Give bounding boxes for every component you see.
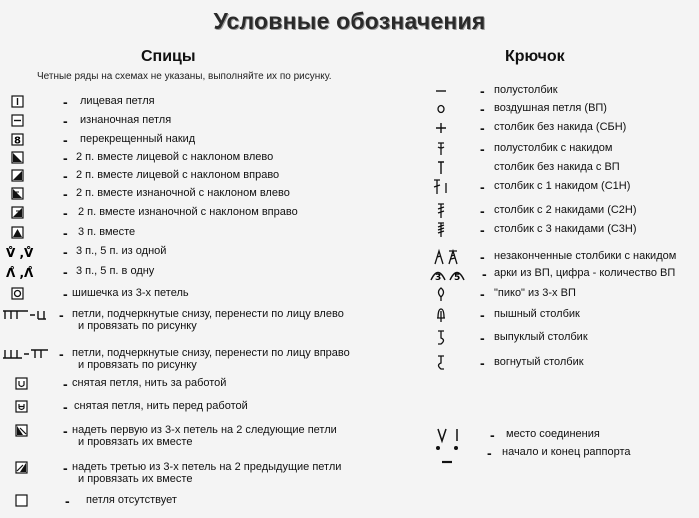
legend-text: столбик с 2 накидами (С2Н): [494, 204, 637, 216]
legend-text-line2: и провязать по рисунку: [78, 359, 197, 371]
knitting-legend-row: [0, 492, 699, 510]
legend-dash: -: [63, 168, 68, 184]
legend-dash: -: [63, 94, 68, 110]
legend-dash: -: [490, 427, 495, 443]
legend-dash: -: [480, 330, 485, 346]
legend-text: незаконченные столбики с накидом: [494, 250, 677, 262]
crochet-legend-row: [0, 82, 699, 100]
legend-dash: -: [480, 203, 485, 219]
knitting-heading: Спицы: [141, 48, 196, 65]
legend-dash: -: [480, 179, 485, 195]
legend-text: 3 п., 5 п. из одной: [76, 245, 167, 257]
crochet-legend-row: [0, 306, 699, 324]
page-title: Условные обозначения: [213, 8, 486, 34]
legend-text: полустолбик с накидом: [494, 142, 613, 154]
legend-text: 2 п. вместе изнаночной с наклоном влево: [76, 187, 290, 199]
legend-text-line2: и провязать их вместе: [78, 473, 193, 485]
knitting-note: Четные ряды на схемах не указаны, выполняйте их по рисунку.: [37, 71, 332, 82]
legend-dash: -: [480, 141, 485, 157]
legend-dash: -: [482, 266, 487, 282]
legend-text: 2 п. вместе изнаночной с наклоном вправо: [78, 206, 298, 218]
crochet-legend-row: [0, 178, 699, 196]
svg-text:3: 3: [435, 273, 442, 283]
legend-dash: -: [63, 186, 68, 202]
legend-dash: -: [63, 150, 68, 166]
legend-text: столбик с 3 накидами (С3Н): [494, 223, 637, 235]
legend-text: полустолбик: [494, 84, 558, 96]
svg-text:8: 8: [14, 135, 21, 147]
legend-text: столбик без накида (СБН): [494, 121, 627, 133]
legend-text: вогнутый столбик: [494, 356, 584, 368]
legend-text: петля отсутствует: [86, 494, 177, 506]
svg-text:Λ̊ ,Λ̊: Λ̊ ,Λ̊: [6, 266, 34, 280]
legend-text: петли, подчеркнутые снизу, перенести по лицу вправо: [72, 347, 350, 359]
legend-text: 3 п. вместе: [78, 226, 136, 238]
legend-dash: -: [480, 249, 485, 265]
legend-text: лицевая петля: [80, 95, 155, 107]
legend-text: надеть первую из 3-х петель на 2 следующие петли: [72, 424, 337, 436]
crochet-legend-row: [0, 119, 699, 137]
legend-dash: -: [59, 346, 64, 362]
legend-text: петли, подчеркнутые снизу, перенести по лицу влево: [72, 308, 344, 320]
legend-text: перекрещенный накид: [80, 133, 196, 145]
legend-text: арки из ВП, цифра - количество ВП: [494, 267, 676, 279]
legend-text: снятая петля, нить за работой: [72, 377, 227, 389]
legend-dash: -: [63, 399, 68, 415]
legend-dash: -: [480, 355, 485, 371]
legend-dash: -: [63, 286, 68, 302]
legend-text: 3 п., 5 п. в одну: [76, 265, 155, 277]
crochet-legend-row: [0, 354, 699, 372]
crochet-legend-row: [0, 265, 699, 283]
crochet-legend-row: [0, 159, 699, 177]
legend-dash: -: [63, 264, 68, 280]
legend-dash: -: [63, 460, 68, 476]
svg-text:5: 5: [454, 273, 461, 283]
legend-dash: -: [63, 225, 68, 241]
legend-dash: -: [63, 132, 68, 148]
legend-dash: -: [63, 423, 68, 439]
knitting-legend-row: [0, 398, 699, 416]
crochet-legend-row: [0, 444, 699, 462]
legend-dash: -: [480, 120, 485, 136]
legend-dash: -: [480, 286, 485, 302]
legend-text: изнаночная петля: [80, 114, 172, 126]
legend-text: начало и конец раппорта: [502, 446, 631, 458]
legend-dash: -: [480, 83, 485, 99]
legend-text-line2: и провязать по рисунку: [78, 320, 197, 332]
legend-dash: -: [480, 222, 485, 238]
crochet-legend-row: [0, 248, 699, 266]
legend-dash: -: [63, 113, 68, 129]
knitting-legend-row: [0, 375, 699, 393]
legend-dash: -: [63, 376, 68, 392]
legend-text: шишечка из 3-х петель: [72, 287, 189, 299]
legend-dash: -: [487, 445, 492, 461]
crochet-legend-row: [0, 329, 699, 347]
legend-dash: -: [63, 205, 68, 221]
svg-text:V̊ ,V̊: V̊ ,V̊: [6, 246, 34, 260]
crochet-legend-row: [0, 140, 699, 158]
legend-text-line2: и провязать их вместе: [78, 436, 193, 448]
crochet-legend-row: [0, 202, 699, 220]
legend-text: надеть третью из 3-х петель на 2 предыдущие петли: [72, 461, 342, 473]
legend-text: 2 п. вместе лицевой с наклоном влево: [76, 151, 274, 163]
crochet-legend-row: [0, 285, 699, 303]
legend-text: столбик с 1 накидом (С1Н): [494, 180, 631, 192]
legend-text: пышный столбик: [494, 308, 580, 320]
legend-dash: -: [63, 244, 68, 260]
legend-text: снятая петля, нить перед работой: [74, 400, 248, 412]
legend-text: выпуклый столбик: [494, 331, 588, 343]
legend-text: 2 п. вместе лицевой с наклоном вправо: [76, 169, 280, 181]
legend-dash: -: [480, 101, 485, 117]
crochet-heading: Крючок: [505, 48, 565, 65]
legend-dash: -: [480, 307, 485, 323]
legend-text: место соединения: [506, 428, 600, 440]
crochet-legend-row: [0, 100, 699, 118]
legend-dash: -: [65, 493, 70, 509]
legend-text: воздушная петля (ВП): [494, 102, 607, 114]
legend-text: столбик без накида с ВП: [494, 161, 620, 173]
legend-dash: -: [59, 307, 64, 323]
crochet-legend-row: [0, 426, 699, 444]
legend-text: "пико" из 3-х ВП: [494, 287, 576, 299]
crochet-legend-row: [0, 221, 699, 239]
